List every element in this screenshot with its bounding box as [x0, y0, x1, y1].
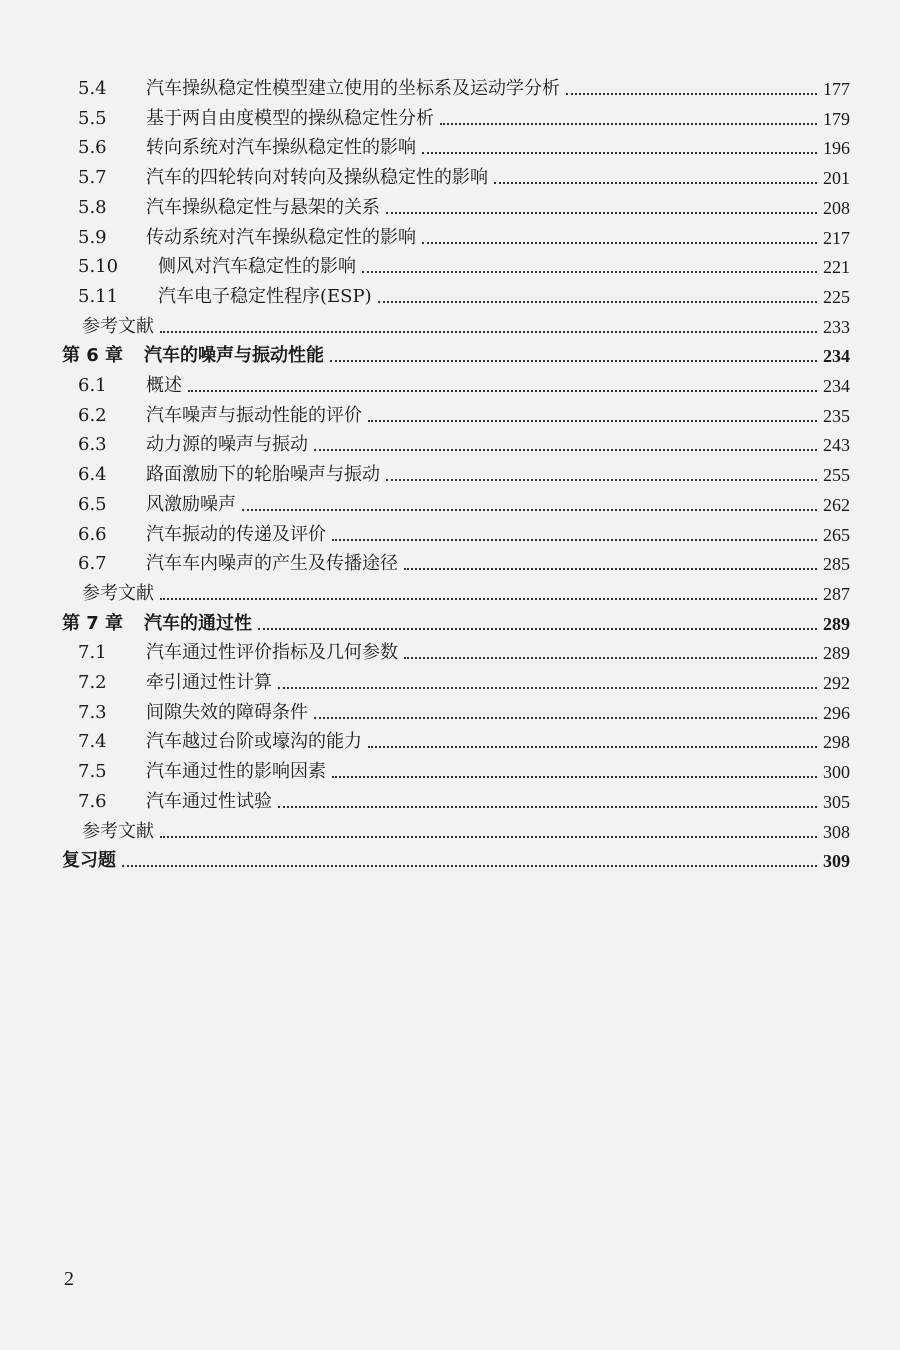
toc-section-entry [62, 753, 850, 783]
toc-chapter-entry [62, 605, 850, 635]
toc-entry-page: 300 [823, 762, 850, 783]
toc-reference-entry [62, 813, 850, 843]
toc-entry-title: 汽车的噪声与振动性能 [144, 345, 324, 367]
dot-leader [404, 656, 817, 659]
toc-entry-page: 262 [823, 494, 850, 515]
toc-reference-entry [62, 308, 850, 338]
toc-entry-title: 间隙失效的障碍条件 [146, 701, 308, 723]
toc-entry-number: 5.11 [78, 285, 119, 307]
toc-entry-number: 7.4 [78, 731, 107, 753]
dot-leader [422, 241, 817, 244]
dot-leader [422, 151, 817, 154]
toc-section-entry [62, 129, 850, 159]
toc-chapter-entry [62, 337, 850, 367]
toc-section-entry [62, 367, 850, 397]
toc-entry-number: 6.5 [78, 493, 107, 515]
toc-entry-number: 5.6 [78, 137, 107, 159]
toc-entry-title: 参考文献 [82, 582, 154, 604]
toc-entry-page: 179 [823, 108, 850, 129]
toc-section-entry [62, 486, 850, 516]
toc-entry-page: 221 [823, 257, 850, 278]
dot-leader [278, 805, 817, 808]
toc-section-entry [62, 248, 850, 278]
toc-entry-title: 转向系统对汽车操纵稳定性的影响 [146, 137, 416, 159]
toc-entry-title: 复习题 [62, 850, 116, 872]
toc-entry-title: 汽车噪声与振动性能的评价 [146, 404, 362, 426]
toc-section-entry [62, 189, 850, 219]
dot-leader [440, 122, 817, 125]
dot-leader [566, 92, 817, 95]
dot-leader [386, 478, 817, 481]
toc-entry-number: 7.2 [78, 672, 107, 693]
dot-leader [404, 567, 817, 570]
dot-leader [368, 419, 817, 422]
toc-section-entry [62, 516, 850, 546]
toc-entry-title: 汽车通过性的影响因素 [146, 761, 326, 783]
toc-entry-number: 5.4 [78, 78, 107, 99]
toc-entry-page: 225 [823, 286, 850, 307]
toc-section-entry [62, 545, 850, 575]
dot-leader [122, 864, 817, 867]
dot-leader [314, 448, 817, 451]
dot-leader [368, 745, 817, 748]
toc-entry-page: 265 [823, 524, 850, 545]
toc-entry-page: 233 [823, 316, 850, 337]
dot-leader [242, 508, 817, 511]
toc-entry-title: 牵引通过性计算 [146, 672, 272, 693]
toc-entry-title: 参考文献 [82, 820, 154, 842]
toc-section-entry [62, 219, 850, 249]
toc-entry-number: 6.4 [78, 464, 107, 486]
toc-entry-title: 汽车车内噪声的产生及传播途径 [146, 553, 398, 575]
toc-entry-title: 汽车操纵稳定性模型建立使用的坐标系及运动学分析 [146, 78, 560, 99]
toc-entry-title: 汽车通过性评价指标及几何参数 [146, 642, 398, 664]
toc-entry-number: 7.6 [78, 790, 107, 812]
toc-entry-title: 汽车的通过性 [144, 612, 252, 634]
toc-entry-page: 292 [823, 673, 850, 693]
toc-entry-page: 289 [823, 613, 850, 634]
toc-entry-title: 汽车的四轮转向对转向及操纵稳定性的影响 [146, 167, 488, 189]
page-number: 2 [64, 1268, 74, 1290]
toc-entry-page: 309 [823, 851, 850, 872]
toc-entry-number: 5.9 [78, 226, 107, 248]
toc-reference-entry [62, 575, 850, 605]
toc-section-entry [62, 783, 850, 813]
toc-section-entry [62, 70, 850, 100]
dot-leader [258, 627, 817, 630]
dot-leader [378, 300, 817, 303]
dot-leader [160, 597, 817, 600]
toc-entry-number: 6.2 [78, 404, 107, 426]
dot-leader [494, 181, 817, 184]
toc-entry-title: 汽车通过性试验 [146, 790, 272, 812]
toc-entry-page: 201 [823, 168, 850, 189]
dot-leader [314, 716, 817, 719]
toc-review-entry [62, 842, 850, 872]
toc-entry-number: 5.8 [78, 196, 107, 218]
toc-entry-number: 6.6 [78, 523, 107, 545]
dot-leader [362, 270, 817, 273]
toc-entry-title: 传动系统对汽车操纵稳定性的影响 [146, 226, 416, 248]
toc-entry-number: 6.7 [78, 553, 107, 575]
toc-section-entry [62, 456, 850, 486]
toc-entry-page: 234 [823, 346, 850, 367]
toc-entry-title: 侧风对汽车稳定性的影响 [158, 256, 356, 278]
toc-entry-number: 5.10 [78, 256, 119, 278]
toc-entry-page: 285 [823, 554, 850, 575]
toc-entry-title: 汽车越过台阶或壕沟的能力 [146, 731, 362, 753]
toc-section-entry [62, 634, 850, 664]
toc-entry-number: 5.5 [78, 107, 107, 129]
toc-section-entry [62, 278, 850, 308]
toc-section-entry [62, 397, 850, 427]
toc-entry-title: 路面激励下的轮胎噪声与振动 [146, 464, 380, 486]
toc-entry-page: 255 [823, 465, 850, 486]
toc-entry-page: 298 [823, 732, 850, 753]
toc-section-entry [62, 159, 850, 189]
toc-entry-title: 汽车操纵稳定性与悬架的关系 [146, 196, 380, 218]
toc-entry-page: 296 [823, 702, 850, 723]
toc-entry-page: 234 [823, 376, 850, 396]
toc-entry-page: 208 [823, 197, 850, 218]
toc-section-entry [62, 723, 850, 753]
toc-entry-page: 196 [823, 138, 850, 159]
toc-entry-page: 177 [823, 79, 850, 99]
toc-entry-number: 6.3 [78, 434, 107, 456]
toc-section-entry [62, 100, 850, 130]
dot-leader [332, 538, 817, 541]
dot-leader [330, 359, 817, 362]
toc-entry-number: 7.1 [78, 642, 107, 664]
dot-leader [332, 775, 817, 778]
toc-section-entry [62, 694, 850, 724]
toc-entry-title: 汽车电子稳定性程序(ESP) [158, 285, 372, 307]
dot-leader [386, 211, 817, 214]
toc-entry-number: 7.3 [78, 701, 107, 723]
toc-entry-title: 汽车振动的传递及评价 [146, 523, 326, 545]
toc-entry-title: 参考文献 [82, 315, 154, 337]
toc-entry-number: 7.5 [78, 761, 107, 783]
toc-section-entry [62, 664, 850, 694]
toc-entry-title: 概述 [146, 375, 182, 396]
toc-entry-page: 305 [823, 791, 850, 812]
toc-entry-page: 217 [823, 227, 850, 248]
toc-entry-page: 308 [823, 821, 850, 842]
toc-entry-number: 第 7 章 [62, 612, 124, 634]
dot-leader [160, 330, 817, 333]
toc-entry-page: 243 [823, 435, 850, 456]
toc-entry-page: 235 [823, 405, 850, 426]
toc-entry-title: 风激励噪声 [146, 493, 236, 515]
dot-leader [160, 835, 817, 838]
dot-leader [188, 389, 817, 392]
toc-entry-title: 动力源的噪声与振动 [146, 434, 308, 456]
toc-entry-page: 287 [823, 583, 850, 604]
toc-section-entry [62, 426, 850, 456]
toc-entry-number: 5.7 [78, 167, 107, 189]
dot-leader [278, 686, 817, 689]
toc-entry-number: 第 6 章 [62, 345, 124, 367]
toc-entry-page: 289 [823, 643, 850, 664]
toc-entry-title: 基于两自由度模型的操纵稳定性分析 [146, 107, 434, 129]
toc-entry-number: 6.1 [78, 375, 107, 396]
